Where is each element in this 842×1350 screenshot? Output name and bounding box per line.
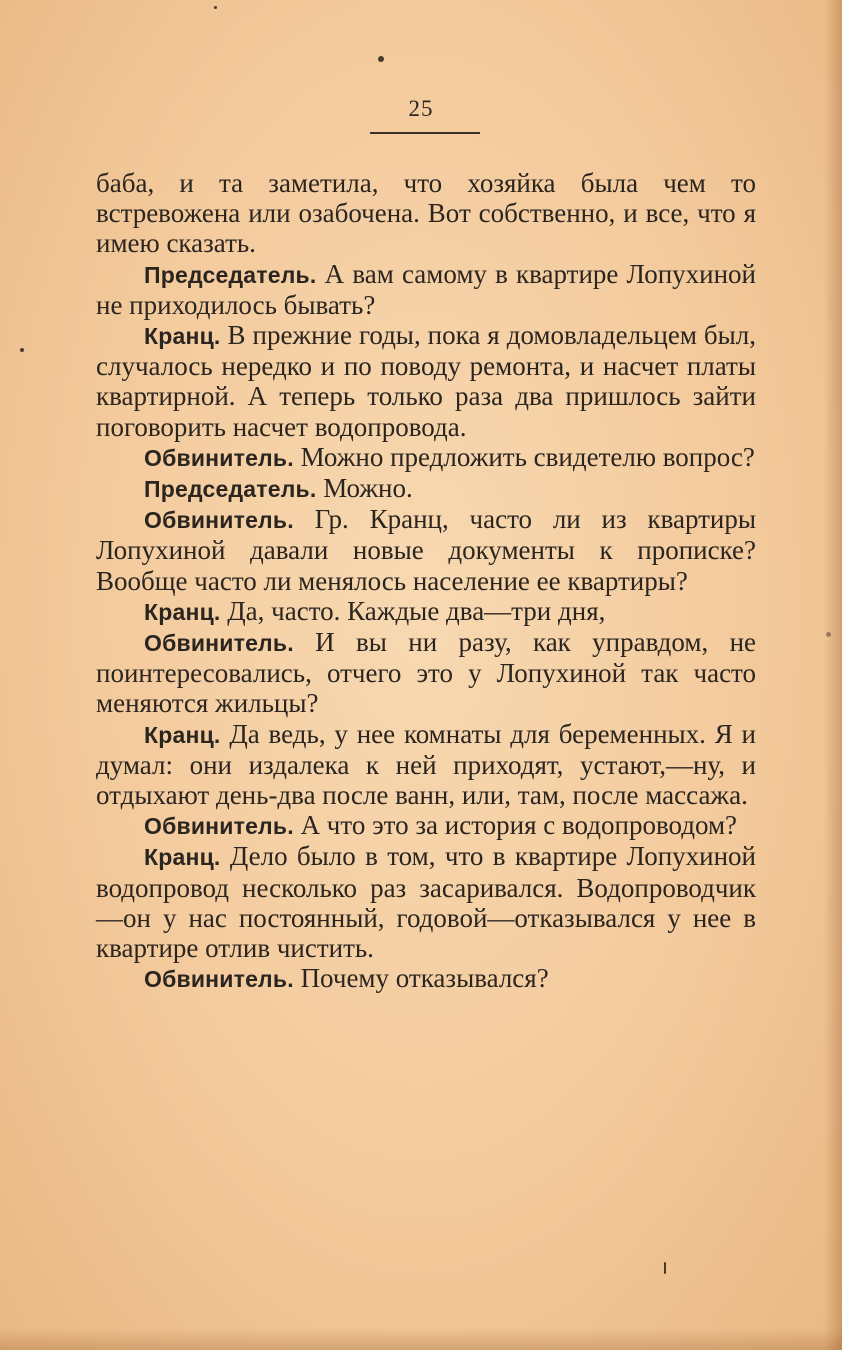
paragraph-text: Можно. — [323, 473, 413, 504]
paragraph-text: баба, и та заметила, что хозяйка была чем то встревожена или озабочена. Вот собственно, и все, что я имею сказать. — [96, 168, 756, 259]
paragraph-text: А вам самому в квартире Лопухиной не приходилось бывать? — [96, 258, 756, 320]
speaker-label: Председатель. — [144, 261, 317, 288]
paragraph-text: Дело было в том, что в квартире Лопухиной водопровод несколько раз засаривался. Водопроводчик—он у нас постоянный, годовой—отказывался у нее в квартире отлив чистить. — [96, 841, 756, 964]
speaker-label: Обвинитель. — [144, 507, 294, 534]
paragraph — [96, 320, 756, 442]
paragraph — [96, 719, 756, 811]
paragraph — [96, 596, 756, 627]
ink-speck — [378, 56, 384, 62]
paragraph-text: И вы ни разу, как управдом, не поинтересовались, отчего это у Лопухиной так часто меняются жильцы? — [96, 627, 757, 719]
speaker-label: Обвинитель. — [144, 966, 294, 993]
paragraph-text: Гр. Кранц, часто ли из квартиры Лопухиной давали новые документы к прописке? Вообще часто ли менялось население ее квартиры? — [96, 504, 757, 596]
paragraph-text: Да ведь, у нее комнаты для беременных. Я и думал: они издалека к ней приходят, устают,—ну, и отдыхают день-два после ванн, или, там, после массажа. — [96, 718, 756, 811]
paragraph — [96, 504, 756, 596]
paragraph-text: Да, часто. Каждые два—три дня, — [227, 595, 606, 626]
header-rule — [370, 132, 480, 134]
speaker-label: Председатель. — [144, 476, 317, 503]
speaker-label: Кранц. — [144, 598, 221, 625]
speaker-label: Кранц. — [144, 323, 221, 350]
paragraph-text: В прежние годы, пока я домовладельцем был, случалось нередко и по поводу ремонта, и насчет платы квартирной. А теперь только раза два пришлось зайти поговорить насчет водопровода. — [96, 320, 756, 442]
paragraph-text: Можно предложить свидетелю вопрос? — [300, 441, 755, 472]
paragraph — [96, 168, 756, 259]
page-bottom-shadow — [0, 1328, 842, 1350]
ink-speck — [664, 1262, 666, 1274]
speaker-label: Кранц. — [144, 844, 221, 871]
ink-speck — [826, 632, 831, 637]
paragraph — [96, 627, 756, 719]
paragraph — [96, 473, 756, 504]
speaker-label: Обвинитель. — [144, 444, 294, 471]
paragraph — [96, 442, 756, 473]
page-edge-shadow — [824, 0, 842, 1350]
speaker-label: Кранц. — [144, 721, 221, 748]
body-text — [96, 168, 756, 994]
page-header — [0, 96, 842, 122]
page-number: 25 — [408, 96, 434, 121]
paragraph — [96, 963, 756, 994]
paragraph — [96, 841, 756, 963]
paragraph-text: Почему отказывался? — [300, 963, 549, 994]
ink-speck — [20, 348, 24, 352]
paragraph-text: А что это за история с водопроводом? — [300, 810, 738, 841]
paragraph — [96, 259, 756, 320]
speaker-label: Обвинитель. — [144, 630, 294, 657]
paragraph — [96, 810, 756, 841]
speaker-label: Обвинитель. — [144, 813, 294, 840]
ink-speck — [214, 6, 217, 9]
